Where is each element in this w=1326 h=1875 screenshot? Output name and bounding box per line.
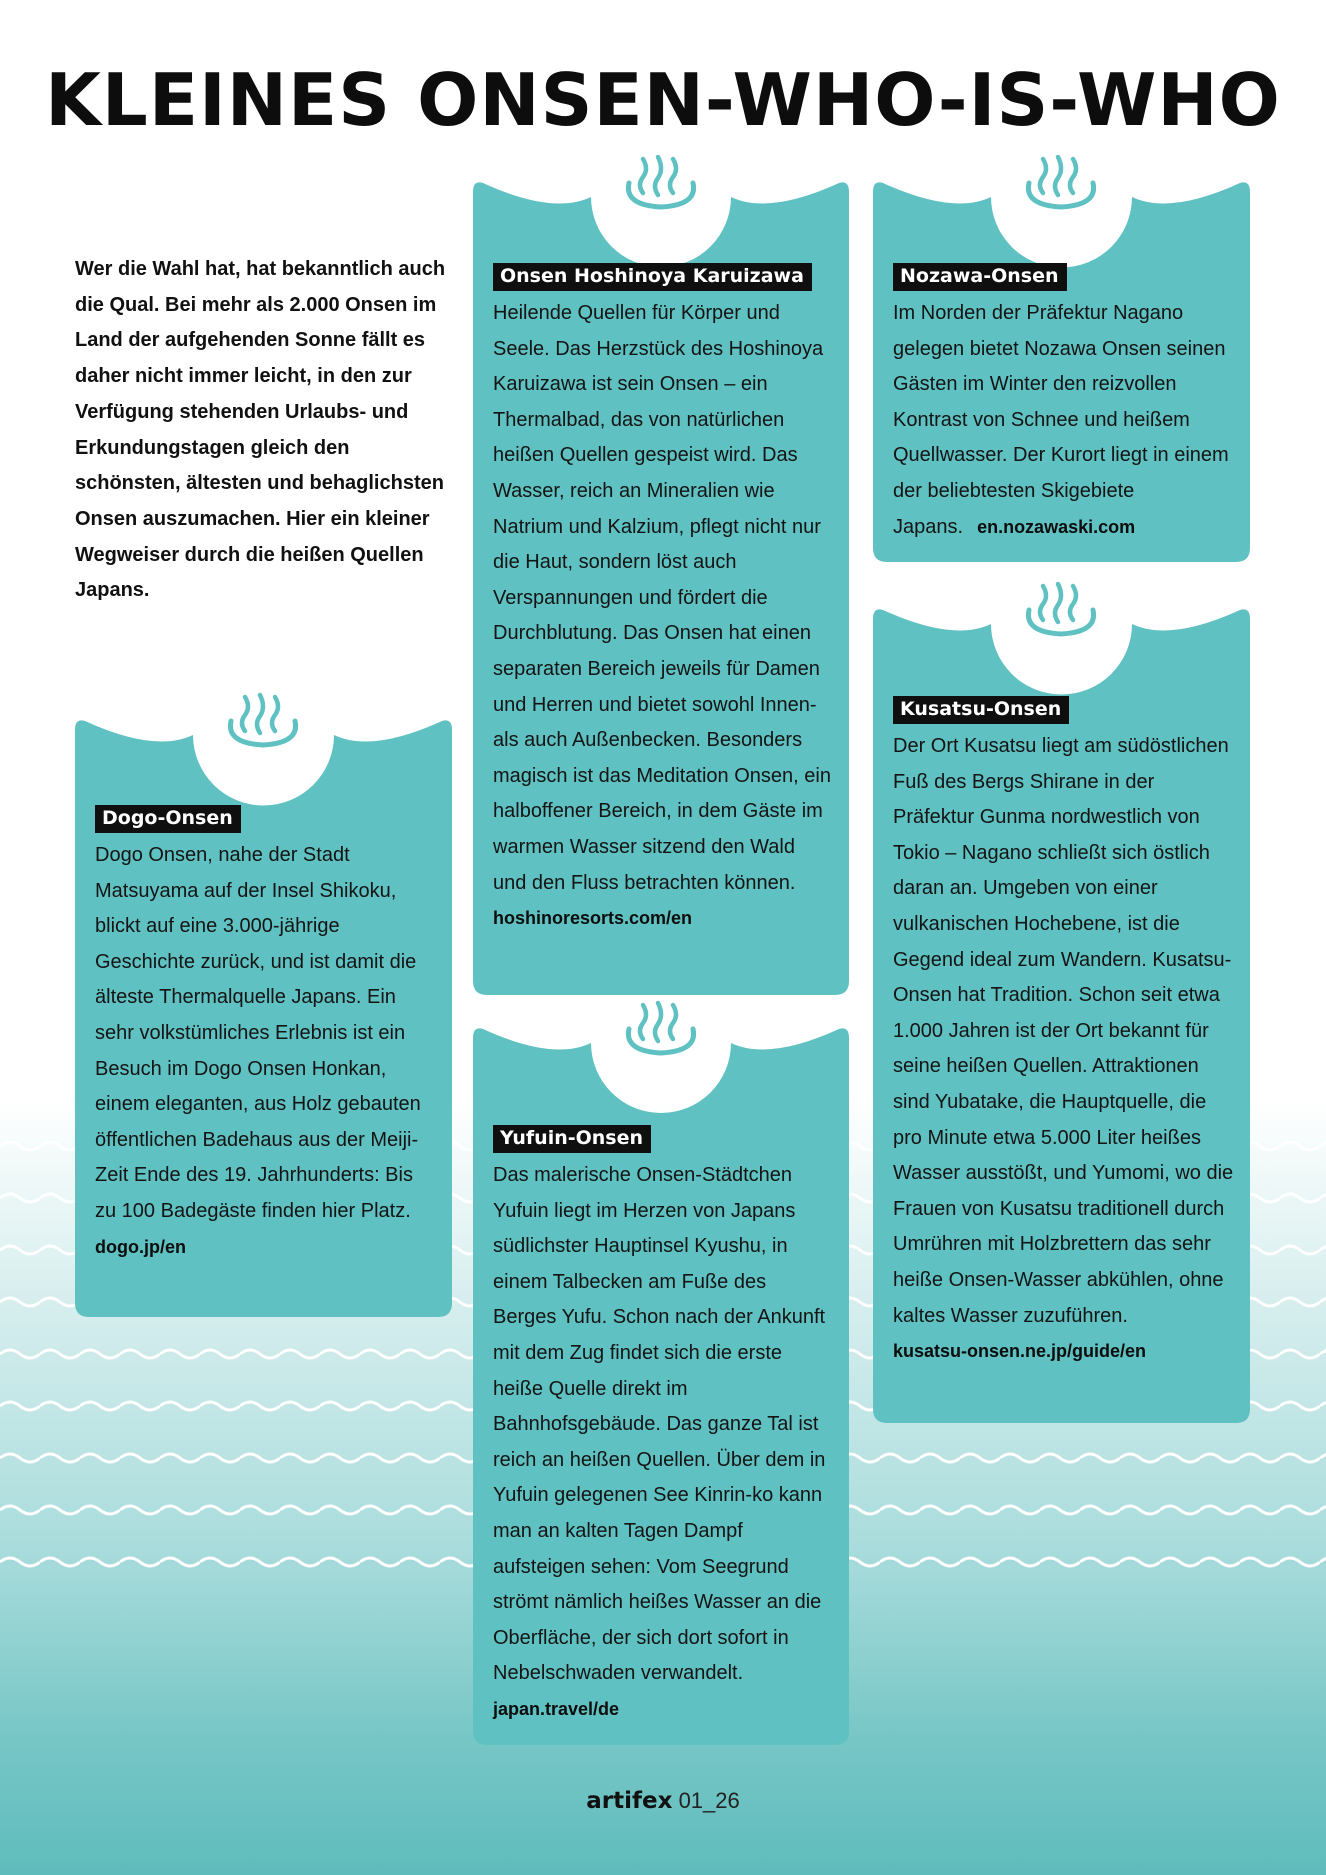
page-footer (0, 1788, 1326, 1814)
card-hoshinoya-karuizawa (473, 167, 849, 995)
card-link[interactable]: kusatsu-onsen.ne.jp/guide/en (893, 1341, 1147, 1362)
card-text: Das malerische Onsen-Städtchen Yufuin liegt im Herzen von Japans südlichster Hauptinsel Kyushu, in einem Talbecken am Fuße des Berges Yufu. Schon nach der Ankunft mit dem Zug findet sich die erste heiße Quelle direkt im Bahnhofsgebäude. Das ganze Tal ist reich an heißen Quellen. Über dem in Yufuin gelegenen See Kinrin-ko kann man an kalten Tagen Dampf aufsteigen sehen: Vom Seegrund strömt nämlich heißes Wasser an die Oberfläche, der sich dort sofort in Nebelschwaden verwandelt. (493, 1164, 826, 1685)
onsen-steam-icon (223, 691, 303, 755)
card-text (893, 296, 1234, 545)
card-title: Onsen Hoshinoya Karuizawa (493, 263, 812, 291)
card-text: Heilende Quellen für Körper und Seele. Das Herzstück des Hoshinoya Karuizawa ist sein Onsen – ein Thermalbad, das von natürlichen heißen Quellen gespeist wird. Das Wasser, reich an Mineralien wie Natrium und Kalzium, pflegt nicht nur die Haut, sondern löst auch Verspannungen und fördert die Durchblutung. Das Onsen hat einen separaten Bereich jeweils für Damen und Herren und bietet sowohl Innen- als auch Außenbecken. Besonders magisch ist das Meditation Onsen, ein halboffener Bereich, in dem Gäste im warmen Wasser sitzend den Wald und den Fluss betrachten können. (493, 302, 831, 894)
magazine-brand: artifex (586, 1788, 673, 1814)
card-link[interactable]: japan.travel/de (493, 1698, 620, 1719)
onsen-steam-icon (621, 999, 701, 1063)
card-text: Der Ort Kusatsu liegt am südöstlichen Fuß des Bergs Shirane in der Präfektur Gunma nordwestlich von Tokio – Nagano schließt sich östlich daran an. Umgeben von einer vulkanischen Hochebene, ist die Gegend ideal zum Wandern. Kusatsu-Onsen hat Tradition. Schon seit etwa 1.000 Jahren ist der Ort bekannt für seine heißen Quellen. Attraktionen sind Yubatake, die Hauptquelle, die pro Minute etwa 5.000 Liter heißes Wasser ausstößt, und Yumomi, wo die Frauen von Kusatsu traditionell durch Umrühren mit Holzbrettern das sehr heiße Onsen-Wasser abkühlen, ohne kaltes Wasser zuzuführen. (893, 735, 1234, 1327)
page-title: KLEINES ONSEN-WHO-IS-WHO (45, 58, 1281, 142)
card-nozawa-onsen (873, 167, 1250, 562)
card-title: Yufuin-Onsen (493, 1125, 651, 1153)
card-text-body: Im Norden der Präfektur Nagano gelegen bietet Nozawa Onsen seinen Gästen im Winter den reizvollen Kontrast von Schnee und heißem Quellwasser. Der Kurort liegt in einem der beliebtesten Skigebiete Japans. (893, 302, 1229, 538)
card-title: Dogo-Onsen (95, 805, 241, 833)
card-link[interactable]: en.nozawaski.com (977, 516, 1136, 537)
card-kusatsu-onsen (873, 594, 1250, 1423)
card-dogo-onsen (75, 705, 452, 1317)
card-link[interactable]: hoshinoresorts.com/en (493, 908, 693, 929)
card-link[interactable]: dogo.jp/en (95, 1236, 186, 1257)
card-text: Dogo Onsen, nahe der Stadt Matsuyama auf der Insel Shikoku, blickt auf eine 3.000-jährige Geschichte zurück, und ist damit die älteste Thermalquelle Japans. Ein sehr volkstümliches Erlebnis ist ein Besuch im Dogo Onsen Honkan, einem eleganten, aus Holz gebauten öffentlichen Badehaus aus der Meiji-Zeit Ende des 19. Jahrhunderts: Bis zu 100 Badegäste finden hier Platz. (95, 844, 421, 1222)
onsen-steam-icon (1021, 153, 1101, 217)
card-yufuin-onsen (473, 1013, 849, 1745)
issue-number: 01_26 (678, 1788, 740, 1813)
onsen-steam-icon (1021, 580, 1101, 644)
card-title: Kusatsu-Onsen (893, 696, 1069, 724)
onsen-steam-icon (621, 153, 701, 217)
intro-text: Wer die Wahl hat, hat bekanntlich auch die Qual. Bei mehr als 2.000 Onsen im Land der aufgehenden Sonne fällt es daher nicht immer leicht, in den zur Verfügung stehenden Urlaubs- und Erkundungstagen gleich den schönsten, ältesten und behaglichsten Onsen auszumachen. Hier ein kleiner Wegweiser durch die heißen Quellen Japans. (75, 258, 446, 602)
card-title: Nozawa-Onsen (893, 263, 1067, 291)
